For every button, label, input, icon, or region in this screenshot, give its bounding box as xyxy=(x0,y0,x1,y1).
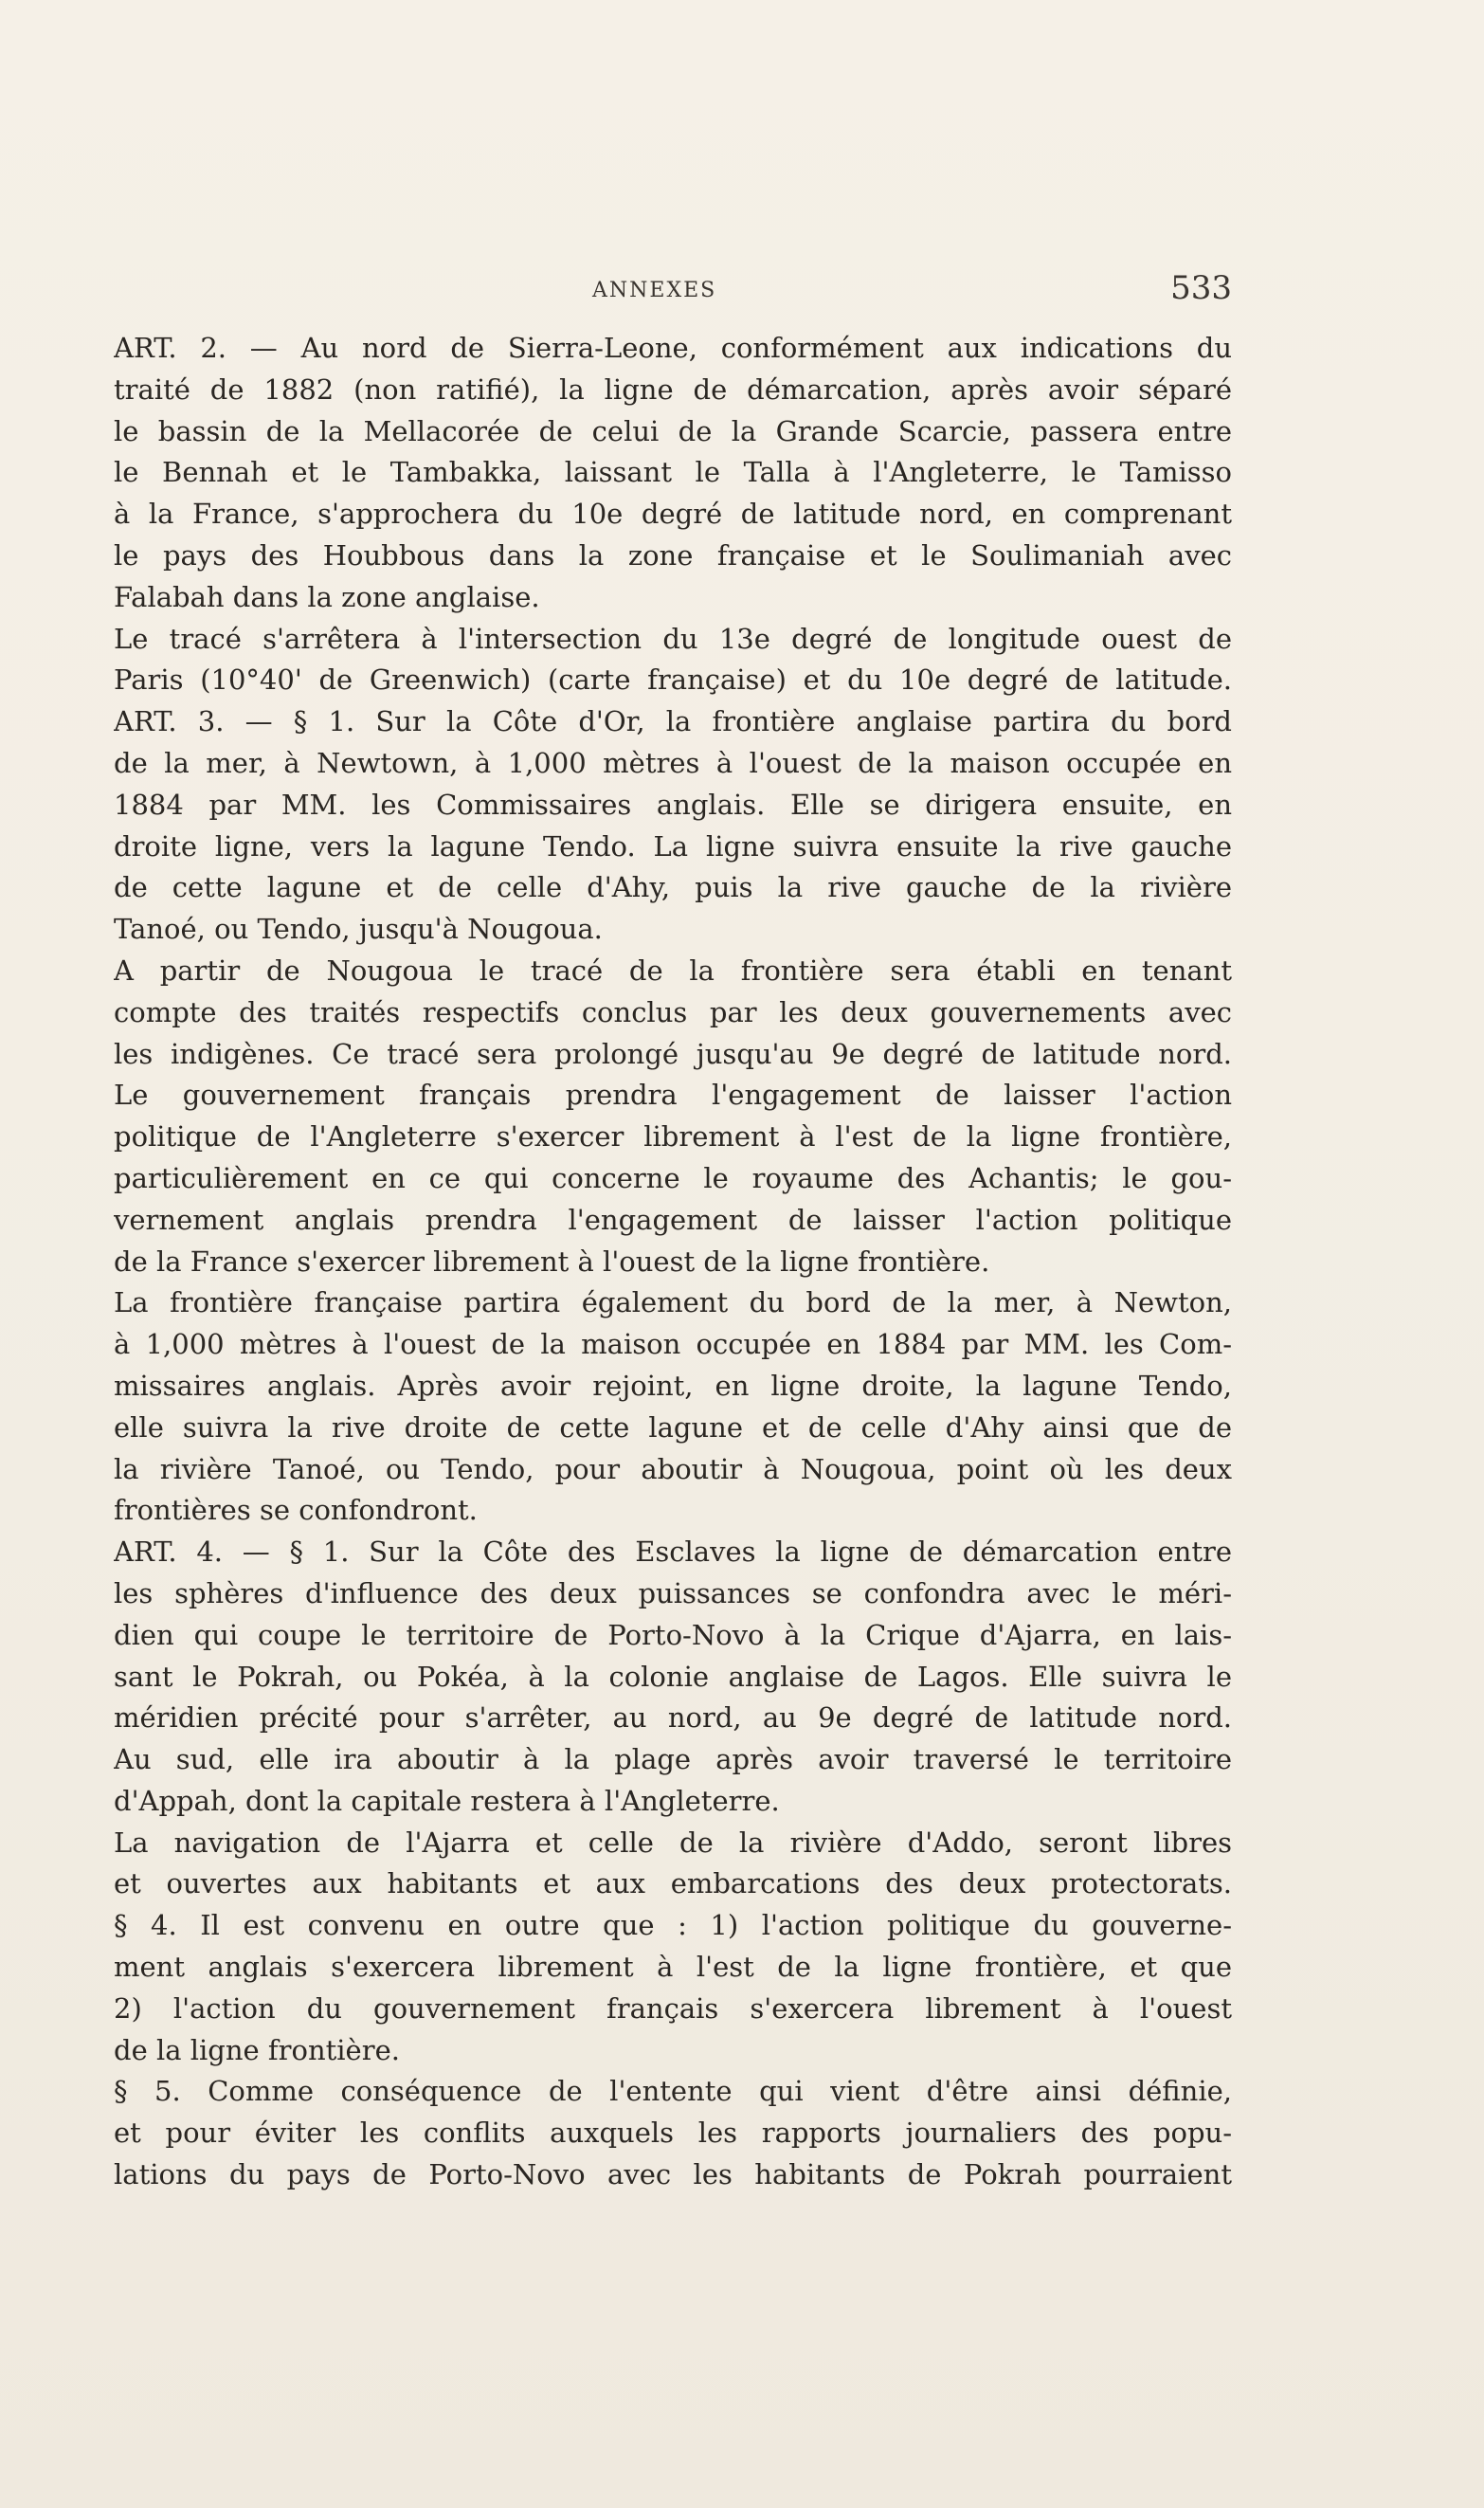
text-line: de la mer, à Newtown, à 1,000 mètres à l'ouest de la maison occupée en xyxy=(114,746,1232,779)
text-line: La frontière française partira également du bord de la mer, à Newton, xyxy=(114,1286,1232,1319)
text-line: § 4. Il est convenu en outre que : 1) l'action politique du gouverne- xyxy=(114,1909,1232,1942)
text-line: A partir de Nougoua le tracé de la frontière sera établi en tenant xyxy=(114,954,1232,987)
text-line: Tanoé, ou Tendo, jusqu'à Nougoua. xyxy=(114,913,603,946)
text-line: sant le Pokrah, ou Pokéa, à la colonie anglaise de Lagos. Elle suivra le xyxy=(114,1660,1232,1693)
text-line: compte des traités respectifs conclus par les deux gouvernements avec xyxy=(114,995,1232,1028)
text-line: d'Appah, dont la capitale restera à l'Angleterre. xyxy=(114,1784,780,1817)
text-line: § 5. Comme conséquence de l'entente qui vient d'être ainsi définie, xyxy=(114,2075,1232,2108)
text-line: Le gouvernement français prendra l'engagement de laisser l'action xyxy=(114,1079,1232,1112)
text-line: de cette lagune et de celle d'Ahy, puis la rive gauche de la rivière xyxy=(114,871,1232,904)
text-line: de la France s'exercer librement à l'ouest de la ligne frontière. xyxy=(114,1245,990,1278)
text-line: ART. 4. — § 1. Sur la Côte des Esclaves la ligne de démarcation entre xyxy=(114,1536,1232,1569)
text-line: et ouvertes aux habitants et aux embarcations des deux protectorats. xyxy=(114,1867,1232,1900)
text-line: 1884 par MM. les Commissaires anglais. Elle se dirigera ensuite, en xyxy=(114,788,1232,821)
text-line: Au sud, elle ira aboutir à la plage après avoir traversé le territoire xyxy=(114,1743,1232,1776)
text-line: le Bennah et le Tambakka, laissant le Talla à l'Angleterre, le Tamisso xyxy=(114,456,1232,489)
page-header xyxy=(114,269,1232,313)
text-line: La navigation de l'Ajarra et celle de la rivière d'Addo, seront libres xyxy=(114,1826,1232,1859)
text-line: ment anglais s'exercera librement à l'est de la ligne frontière, et que xyxy=(114,1951,1232,1984)
text-line: Le tracé s'arrêtera à l'intersection du 13e degré de longitude ouest de xyxy=(114,622,1232,655)
text-line: dien qui coupe le territoire de Porto-Novo à la Crique d'Ajarra, en lais- xyxy=(114,1618,1232,1651)
text-line: politique de l'Angleterre s'exercer librement à l'est de la ligne frontière, xyxy=(114,1120,1232,1154)
text-line: vernement anglais prendra l'engagement de laisser l'action politique xyxy=(114,1203,1232,1236)
running-head: ANNEXES xyxy=(592,279,717,302)
text-line: les sphères d'influence des deux puissances se confondra avec le méri- xyxy=(114,1576,1232,1609)
text-line: traité de 1882 (non ratifié), la ligne de démarcation, après avoir séparé xyxy=(114,373,1232,406)
text-line: lations du pays de Porto-Novo avec les habitants de Pokrah pourraient xyxy=(114,2158,1232,2191)
body-text xyxy=(114,328,1232,2196)
text-line: 2) l'action du gouvernement français s'exercera librement à l'ouest xyxy=(114,1991,1232,2025)
text-line: à 1,000 mètres à l'ouest de la maison occupée en 1884 par MM. les Com- xyxy=(114,1328,1232,1361)
text-line: droite ligne, vers la lagune Tendo. La ligne suivra ensuite la rive gauche xyxy=(114,829,1232,863)
text-line: les indigènes. Ce tracé sera prolongé jusqu'au 9e degré de latitude nord. xyxy=(114,1037,1232,1070)
page-number: 533 xyxy=(1170,269,1232,307)
text-line: le pays des Houbbous dans la zone française et le Soulimaniah avec xyxy=(114,538,1232,572)
text-line: la rivière Tanoé, ou Tendo, pour aboutir à Nougoua, point où les deux xyxy=(114,1452,1232,1485)
text-line: à la France, s'approchera du 10e degré de latitude nord, en comprenant xyxy=(114,498,1232,531)
text-line: ART. 2. — Au nord de Sierra-Leone, conformément aux indications du xyxy=(114,332,1232,364)
text-line: ART. 3. — § 1. Sur la Côte d'Or, la frontière anglaise partira du bord xyxy=(114,705,1232,738)
text-line: particulièrement en ce qui concerne le royaume des Achantis; le gou- xyxy=(114,1161,1232,1194)
text-line: et pour éviter les conflits auxquels les rapports journaliers des popu- xyxy=(114,2117,1232,2150)
text-line: de la ligne frontière. xyxy=(114,2033,400,2066)
text-line: le bassin de la Mellacorée de celui de la Grande Scarcie, passera entre xyxy=(114,414,1232,447)
text-line: frontières se confondront. xyxy=(114,1494,478,1527)
text-line: Falabah dans la zone anglaise. xyxy=(114,580,540,613)
text-line: Paris (10°40' de Greenwich) (carte française) et du 10e degré de latitude. xyxy=(114,663,1232,697)
text-line: missaires anglais. Après avoir rejoint, en ligne droite, la lagune Tendo, xyxy=(114,1369,1232,1402)
text-line: méridien précité pour s'arrêter, au nord, au 9e degré de latitude nord. xyxy=(114,1701,1232,1735)
text-line: elle suivra la rive droite de cette lagune et de celle d'Ahy ainsi que de xyxy=(114,1410,1232,1444)
